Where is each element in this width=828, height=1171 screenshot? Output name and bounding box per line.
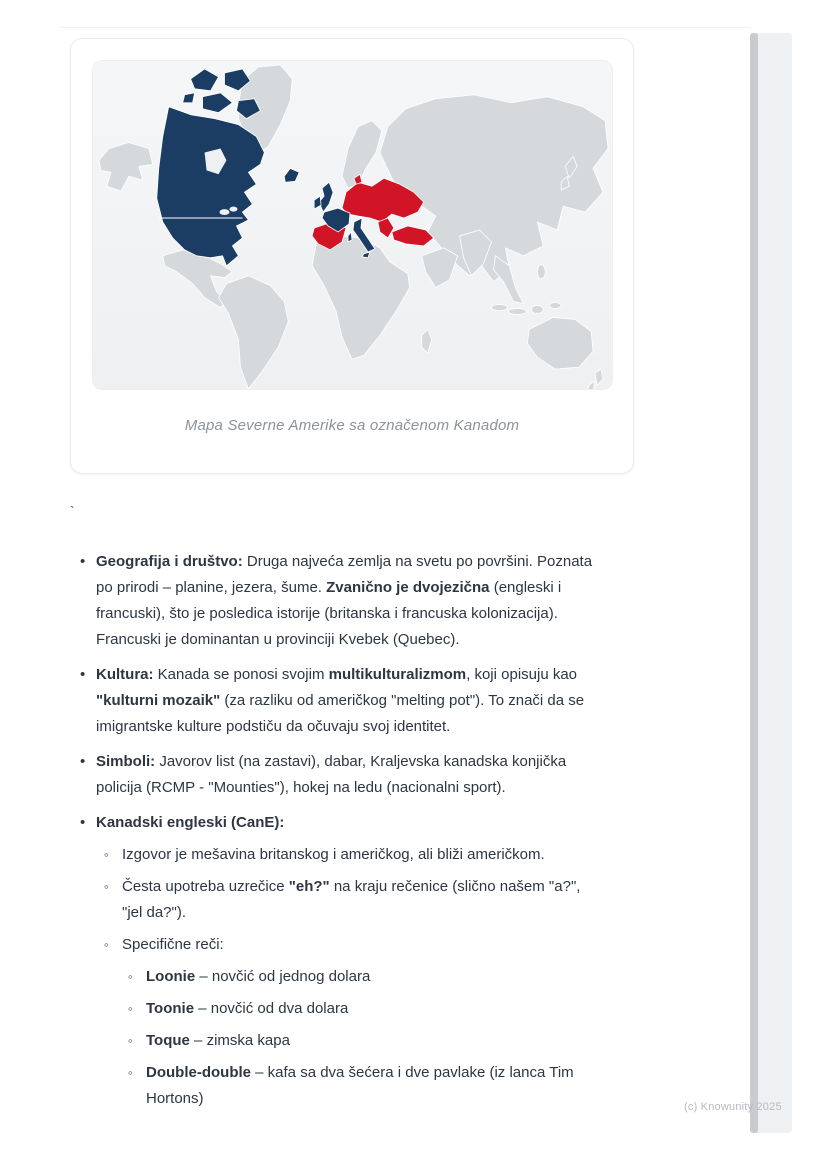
disc-bullet-icon: • [80,666,86,683]
region-united-kingdom [319,182,333,212]
list-item-text: Loonie – novčić od jednog dolara [146,968,371,985]
list-item [74,810,694,836]
circle-bullet-icon: ◦ [128,969,133,984]
region-australia [527,317,593,369]
disc-bullet-icon: • [80,753,86,770]
great-lakes-2 [229,207,237,212]
circle-bullet-icon: ◦ [104,879,109,894]
list-item-text: Toonie – novčić od dva dolara [146,1000,349,1017]
list-item [74,964,694,990]
list-item-text: Geografija i društvo: Druga najveća zemlja na svetu po površini. Poznata po prirodi – planine, jezera, šume. Zvanično je dvojezična (engleski i francuski), što je posledica istorije (britanska i francuska kolonizacija). Francuski je dominantan u provinciji Kvebek (Quebec). [96,553,593,648]
top-divider [60,27,750,28]
list-item [74,1060,694,1112]
list-item-text: Toque – zimska kapa [146,1032,290,1049]
figure-caption: Mapa Severne Amerike sa označenom Kanadom [184,417,520,434]
region-africa [312,236,410,359]
region-scandinavia [342,121,382,189]
circle-bullet-icon: ◦ [128,1033,133,1048]
region-south-america [219,276,289,389]
circle-bullet-icon: ◦ [104,937,109,952]
region-ireland [314,196,321,209]
map-panel [92,60,613,390]
list-item [74,662,694,740]
list-item [74,932,694,958]
circle-bullet-icon: ◦ [128,1065,133,1080]
region-alaska [99,143,153,192]
list-item [74,549,694,653]
region-java [508,308,526,314]
scrollbar-track [750,33,792,1133]
watermark: (c) Knowunity 2025 [684,1101,782,1113]
region-sardinia [348,232,352,242]
world-map [93,61,612,389]
region-arabia [422,248,458,288]
list-item-text: Simboli: Javorov list (na zastavi), dabar, Kraljevska kanadska konjička policija (RCMP - "Mounties"), hokej na ledu (nacionalni sport). [96,753,567,796]
stray-backtick: ` [70,503,75,519]
list-item-text: Double-double – kafa sa dva šećera i dve pavlake (iz lanca Tim Hortons) [146,1064,574,1107]
region-borneo [531,306,543,314]
list-item-text: Kultura: Kanada se ponosi svojim multikulturalizmom, koji opisuju kao "kulturni mozaik" (za razliku od američkog "melting pot"). To znači da se imigrantske kulture podstiču da očuvaju svoj identitet. [96,666,585,735]
list-item [74,749,694,801]
list-item-text: Izgovor je mešavina britanskog i američkog, ali bliži američkom. [122,846,545,863]
circle-bullet-icon: ◦ [104,847,109,862]
region-sumatra [491,305,507,311]
scrollbar-thumb[interactable] [750,33,758,1133]
region-new-zealand-north [595,369,603,385]
circle-bullet-icon: ◦ [128,1001,133,1016]
region-asia [380,95,608,282]
list-item [74,996,694,1022]
region-turkey [392,226,434,246]
great-lakes [220,209,230,215]
list-item [74,874,694,926]
figure-card [70,38,634,474]
region-arctic-island-5 [183,93,195,103]
region-arctic-island-1 [191,69,219,91]
disc-bullet-icon: • [80,814,86,831]
list-item [74,1028,694,1054]
list-item-text: Česta upotreba uzrečice "eh?" na kraju rečenice (slično našem "a?", "jel da?"). [122,878,581,921]
region-philippines [537,265,545,279]
content-list [74,540,694,1112]
disc-bullet-icon: • [80,553,86,570]
list-item-text: Specifične reči: [122,936,224,953]
list-item [74,842,694,868]
region-arctic-island-3 [203,93,233,113]
region-new-zealand-south [587,381,595,389]
region-balkans-greece [378,218,394,238]
region-iceland [284,168,299,182]
region-new-guinea [549,303,561,309]
list-item-text: Kanadski engleski (CanE): [96,814,285,831]
region-madagascar [422,329,432,353]
